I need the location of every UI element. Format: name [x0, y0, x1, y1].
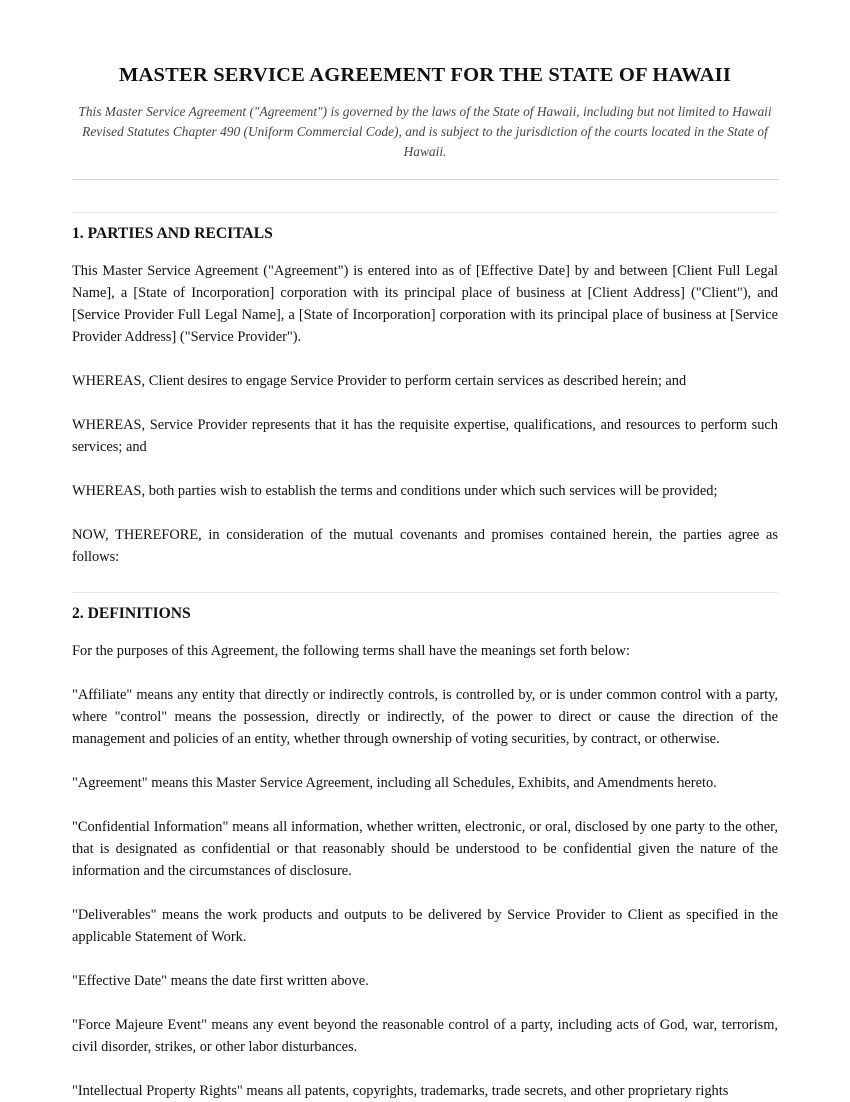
document-title: MASTER SERVICE AGREEMENT FOR THE STATE OF HAWAII [118, 64, 732, 86]
paragraph-now-therefore: NOW, THEREFORE, in consideration of the mutual covenants and promises contained herein, the parties agree as follows: [72, 527, 778, 565]
paragraph-whereas-engage: WHEREAS, Client desires to engage Service Provider to perform certain services as described herein; and [72, 373, 687, 389]
section-definitions [72, 592, 778, 1102]
definition-effective-date: "Effective Date" means the date first written above. [72, 973, 369, 989]
paragraph-parties: This Master Service Agreement ("Agreement") is entered into as of [Effective Date] by and between [Client Full Legal Name], a [State of Incorporation] corporation with its principal place of business at [Client Address] ("Client"), and [Service Provider Full Legal Name], a [State of Incorporation] corporation with its principal place of business at [Service Provider Address] ("Service Provider"). [72, 263, 778, 345]
definition-force-majeure-event: "Force Majeure Event" means any event beyond the reasonable control of a party, including acts of God, war, terrorism, civil disorder, strikes, or other labor disturbances. [72, 1017, 778, 1055]
definition-deliverables: "Deliverables" means the work products and outputs to be delivered by Service Provider to Client as specified in the applicable Statement of Work. [72, 907, 778, 945]
section-heading: 2. DEFINITIONS [72, 605, 191, 622]
header-divider [72, 179, 778, 180]
paragraph-whereas-terms: WHEREAS, both parties wish to establish the terms and conditions under which such services will be provided; [72, 483, 718, 499]
section-divider [72, 212, 778, 213]
definition-agreement: "Agreement" means this Master Service Agreement, including all Schedules, Exhibits, and Amendments hereto. [72, 775, 717, 791]
paragraph-whereas-expertise: WHEREAS, Service Provider represents that it has the requisite expertise, qualifications, and resources to perform such services; and [72, 417, 778, 455]
definition-intellectual-property-rights: "Intellectual Property Rights" means all patents, copyrights, trademarks, trade secrets, and other proprietary rights [72, 1083, 729, 1099]
governing-law-notice: This Master Service Agreement ("Agreement") is governed by the laws of the State of Hawaii, including but not limited to Hawaii Revised Statutes Chapter 490 (Uniform Commercial Code), and is subject to the jurisdiction of the courts located in the State of Hawaii. [78, 104, 772, 159]
section-divider [72, 592, 778, 593]
definition-affiliate: "Affiliate" means any entity that directly or indirectly controls, is controlled by, or is under common control with a party, where "control" means the possession, directly or indirectly, of the power to direct or cause the direction of the management and policies of an entity, whether through ownership of voting securities, by contract, or otherwise. [72, 687, 778, 747]
section-parties-and-recitals [72, 212, 778, 568]
paragraph-definitions-intro: For the purposes of this Agreement, the following terms shall have the meanings set forth below: [72, 643, 630, 659]
section-heading: 1. PARTIES AND RECITALS [72, 225, 273, 242]
definition-confidential-information: "Confidential Information" means all information, whether written, electronic, or oral, disclosed by one party to the other, that is designated as confidential or that reasonably should be understood to be confidential given the nature of the information and the circumstances of disclosure. [72, 819, 778, 879]
